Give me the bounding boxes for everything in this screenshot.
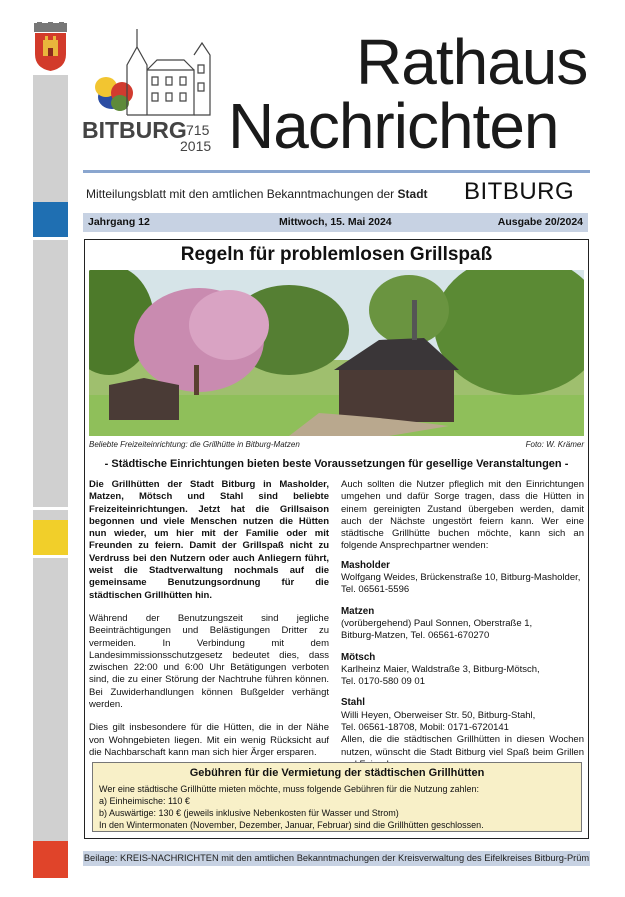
contact-line: Karlheinz Maier, Waldstraße 3, Bitburg-Mötsch,: [341, 663, 540, 675]
strip-white-gap-3: [33, 555, 68, 558]
city-coat-of-arms: [33, 22, 68, 72]
supplement-footer: Beilage: KREIS-NACHRICHTEN mit den amtlichen Bekanntmachungen der Kreisverwaltung des Eifelkreises Bitburg-Prüm: [83, 851, 590, 866]
contact-place: Stahl: [341, 697, 365, 709]
right-intro-text: Auch sollten die Nutzer pfleglich mit den Einrichtungen umgehen und dafür Sorge tragen, dass die Hütten in einem gereinigten Zustand übergeben werden, damit auch der Nächste ungestört feiern kann.: [341, 479, 584, 527]
fees-box: [92, 762, 582, 832]
contact-place: Masholder: [341, 559, 390, 571]
castle-icon: [82, 25, 220, 120]
contact-place: Mötsch: [341, 651, 376, 663]
strip-yellow-block: [33, 520, 68, 555]
fees-line-4: In den Wintermonaten (November, Dezember, Januar, Februar) sind die Grillhütten geschlossen.: [99, 820, 484, 830]
masthead-title-line1: Rathaus: [356, 26, 588, 98]
right-intro: [341, 479, 584, 553]
contact-line: Bitburg-Matzen, Tel. 06561-670270: [341, 630, 490, 642]
masthead-subtitle: [86, 187, 428, 201]
contact-line: Willi Heyen, Oberweiser Str. 50, Bitburg-Stahl,: [341, 709, 536, 721]
contact-line: Tel. 06561-5596: [341, 584, 410, 596]
contact-line: Tel. 06561-18708, Mobil: 0171-6720141: [341, 722, 509, 734]
strip-red-block: [33, 841, 68, 878]
contact-details: [341, 664, 584, 689]
photo-caption: Beliebte Freizeiteinrichtung: die Grillhütte in Bitburg-Matzen: [89, 440, 300, 449]
subtitle-strong: Stadt: [397, 187, 428, 201]
masthead-divider: [83, 170, 590, 173]
issue-number: Ausgabe 20/2024: [497, 216, 583, 228]
article-subheadline: - Städtische Einrichtungen bieten beste Voraussetzungen für gesellige Veranstaltungen -: [104, 458, 569, 470]
fees-line-1: Wer eine städtische Grillhütte mieten möchte, muss folgende Gebühren für die Nutzung zahlen:: [99, 784, 480, 794]
issue-date: Mittwoch, 15. Mai 2024: [279, 216, 392, 228]
article-photo: [89, 270, 584, 436]
contact-details: [341, 572, 584, 597]
issue-info-bar: [83, 213, 588, 232]
right-intro-text-2: Wer eine städtische Grillhütte buchen möchte, kann sich an folgende Ansprechpartner wenden:: [341, 515, 585, 552]
fees-line-2: a) Einheimische: 110 €: [99, 796, 190, 806]
masthead-title-line2: Nachrichten: [228, 90, 559, 162]
fees-title: Gebühren für die Vermietung der städtischen Grillhütten: [189, 767, 485, 779]
closing-text: Allen, die die städtischen Grillhütten in diesen Wochen nutzen, wünscht die Stadt Bitburg viel Spaß beim Grillen: [341, 734, 584, 758]
contact-line: Wolfgang Weides, Brückenstraße 10, Bitburg-Masholder,: [341, 572, 581, 584]
left-color-strip: [33, 75, 68, 878]
contact-line: (vorübergehend) Paul Sonnen, Oberstraße 1,: [341, 617, 533, 629]
contact-line: Tel. 0170-580 09 01: [341, 676, 425, 688]
article-paragraph-3: Dies gilt insbesondere für die Hütten, die in der Nähe von Wohngebieten liegen. Mit ein wenig Rücksicht auf die Nachbarschaft kann man sich hier Ärger ersparen.: [89, 722, 329, 758]
volume-label: Jahrgang 12: [88, 216, 150, 228]
article-lead: Die Grillhütten der Stadt Bitburg in Masholder, Matzen, Mötsch und Stahl sind beliebte Freizeiteinrichtungen. Jetzt hat die Grillsaison begonnen und viele Menschen nutzen die Hütten nun wieder, um hier mit der Familie oder mit Freunden zu feiern. Damit der Grillspaß nicht zu Verdruss bei den Nutzern oder auch Anliegern führt, weist die Stadtverwaltung nochmals auf die gemeinsame Benutzungsordnung für die städtischen Grillhütten hin.: [89, 479, 329, 601]
fees-line-3: b) Auswärtige: 130 € (jeweils inklusive Nebenkosten für Wasser und Strom): [99, 808, 399, 818]
article-headline: Regeln für problemlosen Grillspaß: [180, 244, 493, 265]
logo-year-top: 715: [186, 122, 210, 138]
photo-credit: Foto: W. Krämer: [525, 440, 584, 449]
strip-white-gap-1: [33, 237, 68, 240]
subtitle-text: Mitteilungsblatt mit den amtlichen Bekanntmachungen der: [86, 187, 395, 201]
logo-wordmark: BITBURG: [82, 117, 187, 143]
article-left-column: [89, 479, 329, 770]
contacts-list: [341, 560, 584, 771]
masthead-city: BITBURG: [464, 178, 575, 205]
article-right-column: [341, 479, 584, 780]
article-paragraph-2: Während der Benutzungszeit sind jegliche Beeinträchtigungen und Belästigungen Dritter zu vermeiden. In Verbindung mit dem Landesimmissionsschutzgesetz bedeutet dies, dass zwischen 22:00 und 6:00 Uhr Betätigungen verboten sind, die zu einer Störung der Nachtruhe führen können. Bei Zuwiderhandlungen können Bußgelder verhängt werden.: [89, 612, 329, 711]
contact-place: Matzen: [341, 605, 375, 617]
bitburg-anniversary-logo: [82, 25, 220, 160]
logo-year-bottom: 2015: [180, 138, 212, 154]
strip-blue-block: [33, 202, 68, 237]
contact-details: [341, 618, 584, 643]
strip-white-gap-2: [33, 507, 68, 510]
